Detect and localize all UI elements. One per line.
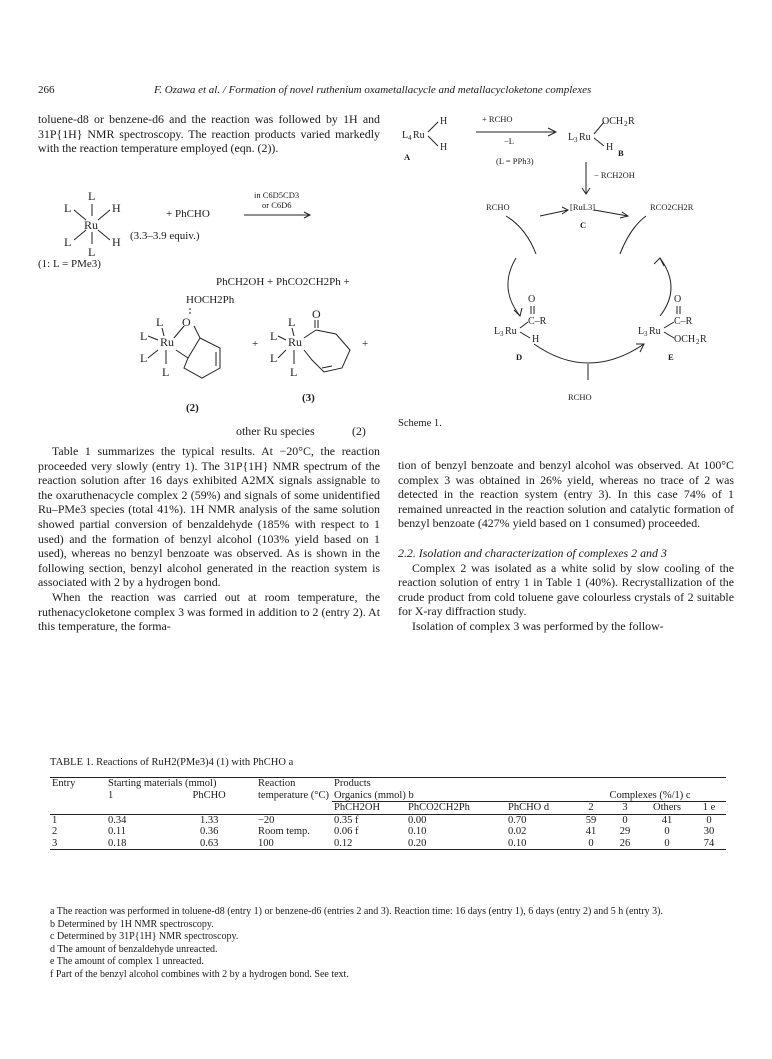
cell: 0.10 (408, 826, 427, 837)
svg-text:O: O (528, 294, 536, 305)
scheme-minus-rch2oh: − RCH2OH (594, 170, 635, 180)
complex-2-structure (138, 306, 238, 394)
scheme-center-ru: [RuL3] (570, 202, 596, 212)
scheme-minus-l: −L (504, 136, 514, 146)
scheme-left-rcho: RCHO (486, 202, 510, 212)
scheme-label-e: E (668, 352, 674, 362)
th-col-1: 1 (108, 789, 114, 801)
eq-number: (2) (352, 424, 366, 438)
svg-text:H: H (440, 142, 448, 153)
th-others: Others (642, 802, 692, 815)
scheme-label-c: C (580, 220, 587, 230)
th-complexes: Complexes (%/1) c (574, 790, 726, 802)
reaction-arrow (244, 210, 314, 220)
scheme-l-def: (L = PPh3) (496, 156, 534, 166)
th-phch2oh: PhCH2OH (332, 802, 406, 815)
cell: 26 (608, 838, 642, 850)
cell: 0.00 (408, 814, 427, 826)
table-row (50, 814, 726, 826)
scheme-a-reagent: + RCHO (482, 114, 513, 124)
cell: 1 (52, 814, 58, 826)
right-column-body (398, 458, 734, 634)
footnote-c: c Determined by 31P{1H} NMR spectroscopy. (50, 931, 239, 943)
th-products: Products (332, 778, 726, 790)
equation-2 (38, 178, 380, 418)
svg-text:Ru: Ru (288, 335, 303, 349)
running-head: F. Ozawa et al. / Formation of novel ruthenium oxametallacycle and metallacycloketone complexes (154, 84, 592, 96)
eq-products-line: PhCH2OH + PhCO2CH2Ph + (216, 276, 350, 288)
left-p1-text: toluene-d8 or benzene-d6 and the reaction was followed by 1H and 31P{1H} NMR spectroscopy. The reaction products varied markedly with the reaction temperature employed (eqn. (2)). (38, 112, 380, 156)
cell: 0.18 (106, 838, 162, 850)
table-row (50, 838, 726, 850)
cell: 0 (664, 826, 670, 837)
svg-text:L: L (290, 365, 298, 379)
svg-text:R: R (628, 116, 635, 127)
svg-text:Ru: Ru (160, 335, 175, 349)
scheme-caption: Scheme 1. (398, 418, 442, 429)
cell: 1.33 (199, 814, 219, 826)
svg-text:L: L (288, 315, 296, 329)
complex-3-structure (262, 306, 362, 394)
footnote-e: e The amount of complex 1 unreacted. (50, 956, 204, 968)
eq-ligand-def: (1: L = PMe3) (38, 258, 101, 270)
table-row (50, 826, 726, 838)
cell: 30 (703, 826, 715, 837)
right-p3-text: Isolation of complex 3 was performed by the follow- (412, 618, 664, 633)
plus-sign-2: + (362, 338, 369, 350)
svg-text:L: L (88, 245, 96, 258)
svg-text:3: 3 (644, 330, 648, 338)
cell: 0.10 (506, 838, 574, 850)
cell: 0.34 (108, 814, 127, 826)
svg-text:H: H (532, 334, 540, 345)
cell: 0.36 (199, 826, 219, 837)
svg-text:L: L (402, 130, 409, 141)
cell: 100 (256, 838, 332, 850)
footnote-a: a The reaction was performed in toluene-d8 (entry 1) or benzene-d6 (entries 2 and 3). Reaction time: 16 days (entry 1), 6 days (entry 2) and 5 h (entry 3). (50, 906, 663, 917)
th-entry: Entry (50, 778, 106, 815)
left-paragraph-1 (38, 112, 380, 156)
cell: Room temp. (258, 826, 310, 837)
th-c1e: 1 e (692, 802, 726, 815)
svg-text:2: 2 (624, 120, 628, 128)
ru-reactant-bonds (60, 188, 130, 258)
label-complex-3: (3) (302, 392, 315, 404)
cell: 0.63 (162, 838, 256, 850)
scheme-bottom-rcho: RCHO (568, 392, 592, 402)
cell: 0.20 (406, 838, 506, 850)
svg-text:C–R: C–R (528, 316, 547, 327)
cell: 41 (661, 814, 673, 826)
svg-text:L: L (270, 329, 278, 343)
cell: 0.02 (508, 826, 527, 837)
right-p2-text: Complex 2 was isolated as a white solid by slow cooling of the reaction solution of entry 1 in Table 1 (40%). Recrystallization of the crude product from cold toluene gave colourless crystals of 2 suitable for X-ray diffraction study. (398, 560, 734, 619)
cell: 0 (642, 838, 692, 850)
cell: 0.35 f (334, 814, 359, 826)
page-number: 266 (38, 84, 55, 96)
cell: 74 (692, 838, 726, 850)
left-p2-text: Table 1 summarizes the typical results. At −20°C, the reaction proceeded very slowly (entry 1). The 31P{1H} NMR spectrum of the reaction solution after 16 days exhibited A2MX signals assignable to the oxaruthenacycle complex 2 (59%) and signals of some unidentified Ru–PMe3 species (total 41%). 1H NMR analysis of the same solution showed partial conversion of benzaldehyde (185% with respect to 1 used) and the formation of benzyl alcohol (103% yield based on 1 used), whereas no benzyl benzoate was observed. As is shown in the following section, benzyl alcohol generated in the reaction system is associated with 2 by a hydrogen bond. (38, 444, 380, 590)
svg-text:L: L (156, 315, 164, 329)
left-column-body (38, 444, 380, 634)
svg-text:O: O (312, 307, 321, 321)
scheme-label-b: B (618, 148, 624, 158)
svg-text:2: 2 (696, 338, 700, 346)
footnote-f: f Part of the benzyl alcohol combines with 2 by a hydrogen bond. See text. (50, 968, 349, 980)
svg-text:L: L (140, 351, 148, 365)
table-title: TABLE 1. Reactions of RuH2(PMe3)4 (1) with PhCHO a (50, 757, 294, 768)
scheme-1 (398, 108, 738, 438)
svg-text:L: L (64, 201, 72, 215)
svg-text:3: 3 (500, 330, 504, 338)
svg-text:OCH: OCH (602, 116, 624, 127)
th-col-phcho: PhCHO (192, 789, 226, 801)
label-complex-2: (2) (186, 402, 199, 414)
eq-equiv: (3.3–3.9 equiv.) (130, 230, 200, 242)
eq-conditions-top: in C6D5CD3 (254, 190, 300, 200)
cell: 0 (622, 814, 628, 826)
svg-text:H: H (112, 235, 121, 249)
ru-reactant-structure (60, 188, 130, 261)
th-starting: Starting materials (mmol) (106, 778, 256, 790)
svg-text:3: 3 (574, 136, 578, 144)
cell: 2 (52, 826, 58, 837)
th-organics: Organics (mmol) b (332, 790, 574, 802)
eq-hoch2ph: HOCH2Ph (186, 294, 235, 306)
th-phco2ch2ph: PhCO2CH2Ph (406, 802, 506, 815)
cell: 0.70 (508, 814, 527, 826)
svg-text:L: L (140, 329, 148, 343)
th-c2: 2 (574, 802, 608, 815)
svg-text:4: 4 (408, 134, 412, 142)
cell: 0.11 (108, 826, 126, 837)
scheme-right-product: RCO2CH2R (650, 202, 694, 212)
svg-text:L: L (64, 235, 72, 249)
cell: 29 (619, 826, 631, 837)
svg-text:L: L (88, 189, 96, 203)
table-footnotes (50, 906, 730, 982)
cell: 41 (585, 826, 597, 837)
eq-reagent: + PhCHO (166, 208, 210, 220)
cell: 0 (574, 838, 608, 850)
svg-text:OCH: OCH (674, 334, 696, 345)
svg-text:H: H (440, 116, 448, 127)
cell: 0 (706, 814, 712, 826)
plus-sign-1: + (252, 338, 259, 350)
scheme-label-a: A (404, 152, 411, 162)
svg-text:Ru: Ru (505, 326, 517, 337)
section-heading: 2.2. Isolation and characterization of complexes 2 and 3 (398, 545, 667, 560)
svg-text:R: R (700, 334, 707, 345)
cell: 59 (585, 814, 597, 826)
svg-text:L: L (638, 326, 645, 337)
th-temp: Reaction temperature (°C) (256, 778, 332, 815)
eq-conditions-mid: or C6D6 (262, 200, 292, 210)
svg-text:O: O (674, 294, 682, 305)
svg-text:H: H (112, 201, 121, 215)
scheme-label-d: D (516, 352, 523, 362)
svg-text:H: H (606, 142, 614, 153)
svg-text:Ru: Ru (84, 218, 99, 232)
svg-text:O: O (182, 315, 191, 329)
cell: 0.12 (332, 838, 406, 850)
svg-text:L: L (494, 326, 501, 337)
footnote-b: b Determined by 1H NMR spectroscopy. (50, 918, 214, 930)
left-p3-text: When the reaction was carried out at room temperature, the ruthenacycloketone complex 3 was formed in addition to 2 (entry 2). At this temperature, the forma- (38, 589, 380, 634)
cell: −20 (258, 814, 275, 826)
results-table (50, 777, 726, 850)
svg-text:L: L (568, 132, 575, 143)
th-c3: 3 (608, 802, 642, 815)
svg-text:Ru: Ru (413, 130, 425, 141)
scheme-graphics (398, 108, 738, 408)
svg-text:L: L (162, 365, 170, 379)
cell: 3 (50, 838, 106, 850)
footnote-d: d The amount of benzaldehyde unreacted. (50, 943, 218, 955)
svg-text:Ru: Ru (579, 132, 591, 143)
cell: 0.06 f (334, 826, 359, 837)
svg-text:Ru: Ru (649, 326, 661, 337)
eq-other-species: other Ru species (236, 424, 315, 438)
svg-text:C–R: C–R (674, 316, 693, 327)
right-p1-text: tion of benzyl benzoate and benzyl alcohol was observed. At 100°C complex 3 was obtained in 26% yield, whereas no trace of 2 was detected in the reaction system (entry 3). In this case 74% of 1 remained unreacted in the reaction solution and catalytic formation of benzyl benzoate (427% yield based on 1 consumed) proceeded. (398, 458, 734, 531)
svg-text:L: L (270, 351, 278, 365)
th-phcho-d: PhCHO d (506, 802, 574, 815)
